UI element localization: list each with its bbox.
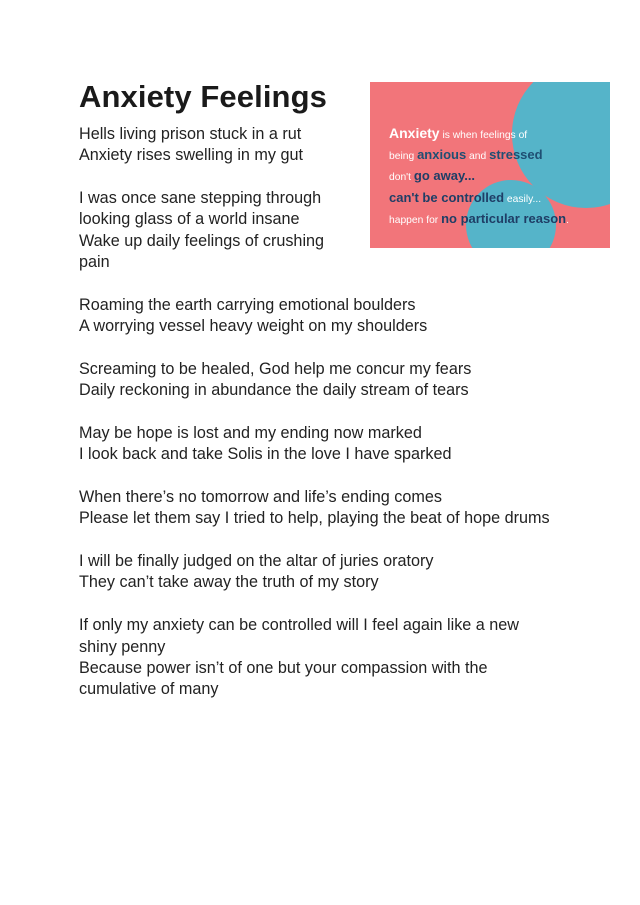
poem-line: A worrying vessel heavy weight on my shoulders xyxy=(79,317,428,336)
poem-line: Please let them say I tried to help, playing the beat of hope drums xyxy=(79,509,550,528)
infographic-line-2: being anxious and stressed xyxy=(389,147,543,163)
infographic-line-5: happen for no particular reason. xyxy=(389,210,569,226)
poem-line: If only my anxiety can be controlled will I feel again like a new shiny penny xyxy=(79,616,519,656)
stanza xyxy=(79,615,559,700)
poem-line: I will be finally judged on the altar of juries oratory xyxy=(79,552,434,571)
poem-line: I look back and take Solis in the love I have sparked xyxy=(79,445,452,464)
stanza xyxy=(79,359,559,402)
poem-line: Because power isn’t of one but your compassion with the cumulative of many xyxy=(79,658,488,699)
poem-line: Roaming the earth carrying emotional boulders xyxy=(79,295,416,314)
stanza xyxy=(79,188,347,273)
poem-line: Daily reckoning in abundance the daily stream of tears xyxy=(79,381,469,400)
poem-line: Anxiety rises swelling in my gut xyxy=(79,146,304,165)
stanza xyxy=(79,487,559,530)
poem-line: looking glass of a world insane xyxy=(79,210,300,229)
stanza xyxy=(79,124,559,167)
infographic-line-4: can't be controlled easily... xyxy=(389,189,542,205)
stanza xyxy=(79,423,559,466)
poem-body xyxy=(79,124,559,722)
poem-line: pain xyxy=(79,252,110,271)
stanza xyxy=(79,551,559,594)
infographic-line-1: Anxiety is when feelings of xyxy=(389,125,528,141)
poem-line: I was once sane stepping through xyxy=(79,189,322,208)
poem-line: Wake up daily feelings of crushing xyxy=(79,231,325,250)
poem-title: Anxiety Feelings xyxy=(79,79,327,114)
poem-line: Screaming to be healed, God help me concur my fears xyxy=(79,359,472,378)
poem-line: When there’s no tomorrow and life’s ending comes xyxy=(79,488,442,507)
poem-line: Hells living prison stuck in a rut xyxy=(79,125,302,143)
poem-line: They can’t take away the truth of my story xyxy=(79,573,379,592)
poem-line: May be hope is lost and my ending now marked xyxy=(79,423,422,442)
infographic-line-3: don't go away... xyxy=(389,168,476,184)
stanza xyxy=(79,295,559,338)
